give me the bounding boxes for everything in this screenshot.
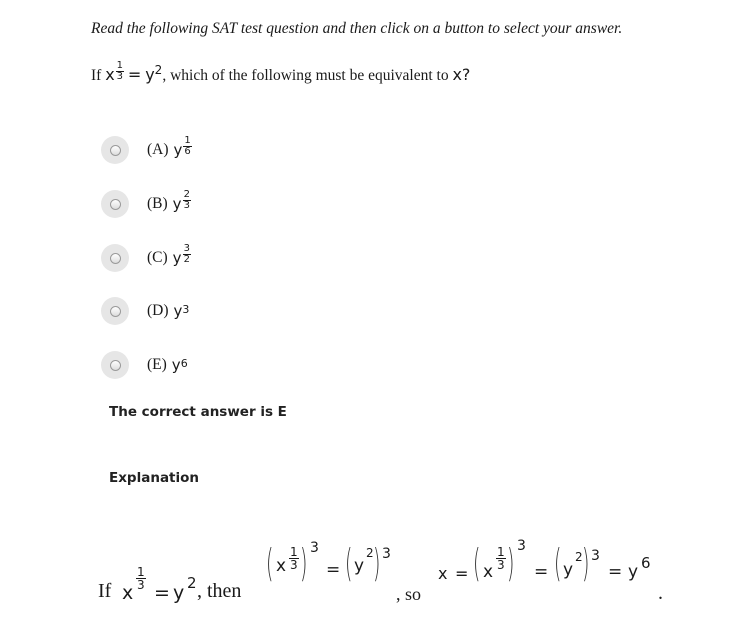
expl-cube4: 3 <box>591 548 600 564</box>
question-exponent <box>116 61 124 82</box>
option-exponent <box>183 136 191 157</box>
option-a-label[interactable] <box>147 134 192 161</box>
paren-open-icon: ( <box>266 541 274 585</box>
option-d-label[interactable] <box>147 302 189 320</box>
expl-exp1-num: 1 <box>137 565 145 579</box>
option-exp-num: 3 <box>183 242 190 254</box>
radio-dot-icon <box>110 360 121 371</box>
expl-y3: y <box>563 560 574 580</box>
option-var: y <box>172 195 182 213</box>
expl-exp2-den: 3 <box>290 558 298 572</box>
question-y-exp: 2 <box>154 63 163 77</box>
option-c[interactable] <box>101 244 191 272</box>
option-d[interactable] <box>101 297 189 325</box>
expl-eq1: = <box>154 582 170 604</box>
question-suffix: , which of the following must be equivalent to <box>162 67 449 85</box>
explanation-equation <box>98 532 718 612</box>
option-var: y <box>172 249 182 267</box>
expl-y4: y <box>628 562 639 582</box>
option-letter: (D) <box>147 302 169 319</box>
expl-x4: x <box>483 562 494 582</box>
expl-eq2: = <box>326 560 341 580</box>
expl-x1: x <box>122 582 134 604</box>
question-text <box>91 60 471 87</box>
expl-exp3-num: 1 <box>497 545 505 559</box>
paren-close-icon: ) <box>507 541 515 585</box>
radio-dot-icon <box>110 253 121 264</box>
radio-dot-icon <box>110 306 121 317</box>
radio-button-a[interactable] <box>101 136 129 164</box>
option-exponent <box>183 190 191 211</box>
expl-eq4: = <box>534 562 549 582</box>
option-b-label[interactable] <box>147 188 191 215</box>
radio-dot-icon <box>110 199 121 210</box>
question-y: y <box>145 65 155 85</box>
paren-open-icon: ( <box>345 541 353 585</box>
expl-exp3-den: 3 <box>497 558 505 572</box>
expl-then: , then <box>197 580 242 602</box>
option-exp: 3 <box>182 302 190 316</box>
option-b[interactable] <box>101 190 191 218</box>
question-prefix: If <box>91 67 102 85</box>
expl-y2-exp: 2 <box>366 546 374 560</box>
option-var: y <box>173 302 183 320</box>
expl-x2: x <box>276 556 287 576</box>
option-exp-num: 1 <box>184 134 191 146</box>
option-e-label[interactable] <box>147 356 188 374</box>
option-exp-den: 2 <box>183 253 190 265</box>
question-exp-den: 3 <box>116 71 124 83</box>
expl-y2: y <box>354 556 365 576</box>
option-exp-num: 2 <box>183 188 190 200</box>
radio-button-b[interactable] <box>101 190 129 218</box>
expl-eq3: = <box>455 564 469 583</box>
option-exp-den: 3 <box>183 199 190 211</box>
paren-open-icon: ( <box>473 541 481 585</box>
question-target: x <box>452 65 462 85</box>
paren-close-icon: ) <box>300 541 308 585</box>
option-c-label[interactable] <box>147 242 191 269</box>
expl-exp3 <box>496 546 506 571</box>
option-letter: (C) <box>147 249 168 266</box>
radio-dot-icon <box>110 145 121 156</box>
paren-close-icon: ) <box>373 541 381 585</box>
expl-y4-exp: 6 <box>641 554 651 572</box>
correct-answer-text: The correct answer is E <box>109 404 287 420</box>
instruction-text: Read the following SAT test question and then click on a button to select your answer. <box>91 20 623 37</box>
expl-cube3: 3 <box>517 538 526 554</box>
option-var: y <box>173 141 183 159</box>
expl-so: , so <box>396 584 422 604</box>
option-exponent <box>183 244 191 265</box>
paren-open-icon: ( <box>554 541 562 585</box>
question-x: x <box>105 65 115 85</box>
expl-exp1 <box>136 566 146 591</box>
expl-exp1-den: 3 <box>137 578 145 592</box>
expl-period: . <box>658 582 663 604</box>
expl-eq5: = <box>608 562 623 582</box>
expl-if: If <box>98 580 112 602</box>
expl-exp2 <box>289 546 299 571</box>
option-letter: (A) <box>147 141 169 158</box>
question-eq: = <box>127 65 142 85</box>
option-exp: 6 <box>180 356 188 370</box>
option-e[interactable] <box>101 351 188 379</box>
radio-button-c[interactable] <box>101 244 129 272</box>
question-mark: ? <box>461 65 471 85</box>
option-letter: (B) <box>147 195 168 212</box>
option-a[interactable] <box>101 136 192 164</box>
radio-button-d[interactable] <box>101 297 129 325</box>
expl-y3-exp: 2 <box>575 550 583 564</box>
expl-cube2: 3 <box>382 546 391 562</box>
question-exp-num: 1 <box>116 60 124 72</box>
explanation-heading: Explanation <box>109 470 200 486</box>
expl-cube1: 3 <box>310 540 319 556</box>
expl-exp2-num: 1 <box>290 545 298 559</box>
expl-y1-exp: 2 <box>187 574 197 592</box>
option-letter: (E) <box>147 356 167 373</box>
option-exp-den: 6 <box>184 145 191 157</box>
expl-x3: x <box>438 564 448 583</box>
option-var: y <box>171 356 181 374</box>
expl-y1: y <box>173 582 185 604</box>
paren-close-icon: ) <box>582 541 590 585</box>
radio-button-e[interactable] <box>101 351 129 379</box>
